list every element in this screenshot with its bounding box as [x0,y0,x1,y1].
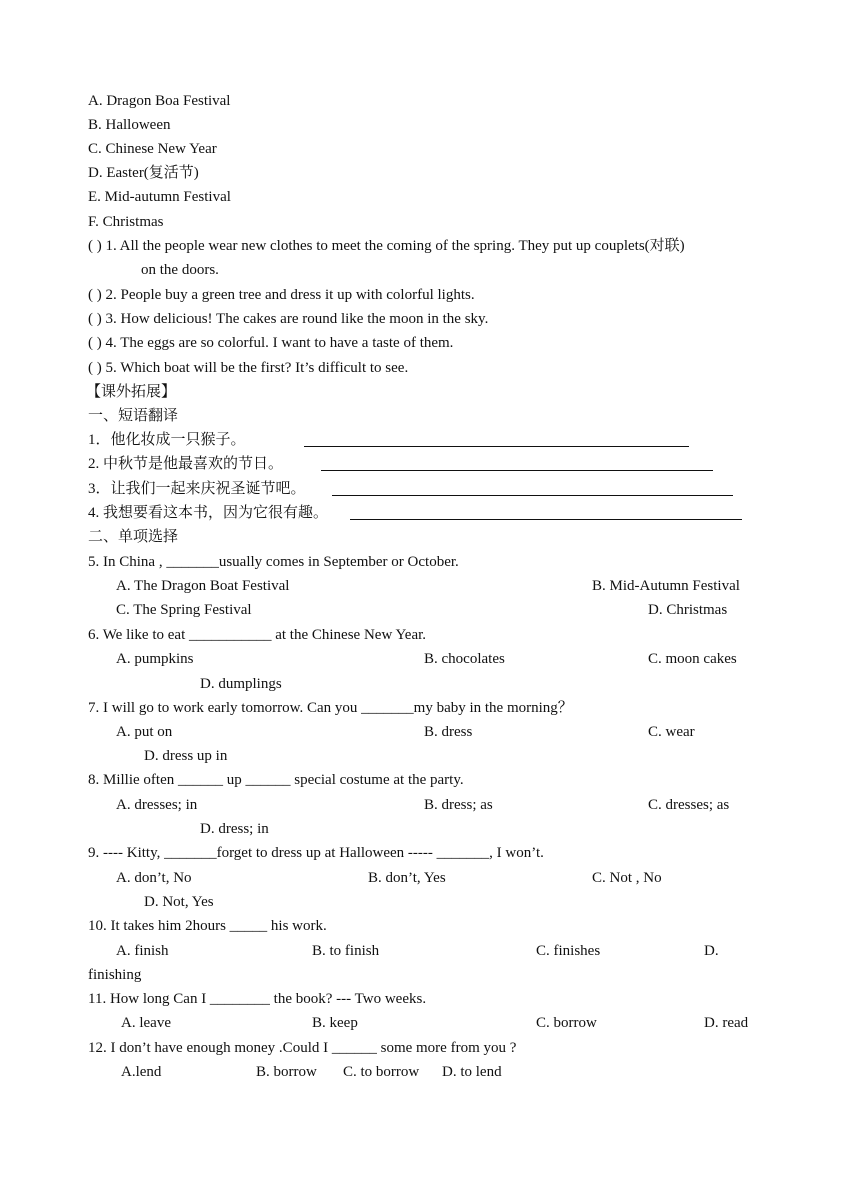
festival-option-e: E. Mid-autumn Festival [88,189,231,205]
festival-option-f: F. Christmas [88,214,164,230]
question-10-option-b: B. to finish [312,943,380,959]
section-choice-heading: 二、单项选择 [88,529,179,545]
question-9-option-b: B. don’t, Yes [368,870,446,886]
festival-option-c: C. Chinese New Year [88,141,217,157]
question-12-option-d: D. to lend [442,1064,502,1080]
question-5-option-c: C. The Spring Festival [116,602,252,618]
question-12-option-a: A.lend [121,1064,162,1080]
matching-question-4: ( ) 4. The eggs are so colorful. I want to have a taste of them. [88,335,454,351]
question-7-option-a: A. put on [116,724,173,740]
question-7-option-b: B. dress [424,724,473,740]
question-6-option-a: A. pumpkins [116,651,194,667]
matching-question-3: ( ) 3. How delicious! The cakes are round like the moon in the sky. [88,311,489,327]
question-11-option-c: C. borrow [536,1015,597,1031]
question-9-stem: 9. ---- Kitty, _______forget to dress up at Halloween ----- _______, I won’t. [88,845,544,861]
question-6-stem: 6. We like to eat ___________ at the Chinese New Year. [88,627,427,643]
question-7-option-c: C. wear [648,724,695,740]
question-6-option-d: D. dumplings [200,676,282,692]
question-10-option-d-letter: D. [704,943,719,959]
translation-answer-line-2[interactable] [321,456,713,471]
section-translation-heading: 一、短语翻译 [88,408,179,424]
question-10-option-a: A. finish [116,943,169,959]
question-10-option-c: C. finishes [536,943,601,959]
matching-question-5: ( ) 5. Which boat will be the first? It’s difficult to see. [88,360,409,376]
translation-answer-line-4[interactable] [350,505,742,520]
question-7-option-d: D. dress up in [144,748,228,764]
section-extension-heading: 【课外拓展】 [86,384,177,400]
question-7-stem: 7. I will go to work early tomorrow. Can you _______my baby in the morning？ [88,700,573,716]
matching-question-1: ( ) 1. All the people wear new clothes to meet the coming of the spring. They put up couplets(对联) [88,238,685,254]
matching-question-2: ( ) 2. People buy a green tree and dress it up with colorful lights. [88,287,475,303]
question-11-option-b: B. keep [312,1015,358,1031]
translation-item-3: 3．让我们一起来庆祝圣诞节吧。 [88,481,306,497]
question-5-stem: 5. In China , _______usually comes in September or October. [88,554,459,570]
question-5-option-d: D. Christmas [648,602,728,618]
question-5-option-b: B. Mid-Autumn Festival [592,578,740,594]
festival-option-a: A. Dragon Boa Festival [88,93,231,109]
question-9-option-c: C. Not , No [592,870,662,886]
question-8-option-d: D. dress; in [200,821,269,837]
translation-item-4: 4. 我想要看这本书，因为它很有趣。 [88,505,329,521]
question-11-option-d: D. read [704,1015,749,1031]
question-9-option-a: A. don’t, No [116,870,192,886]
question-8-option-b: B. dress; as [424,797,493,813]
festival-option-d: D. Easter(复活节) [88,165,199,181]
translation-answer-line-1[interactable] [304,432,689,447]
question-9-option-d: D. Not, Yes [144,894,214,910]
translation-answer-line-3[interactable] [332,481,733,496]
question-8-stem: 8. Millie often ______ up ______ special costume at the party. [88,772,464,788]
question-12-option-c: C. to borrow [343,1064,420,1080]
question-6-option-c: C. moon cakes [648,651,737,667]
question-11-stem: 11. How long Can I ________ the book? --- Two weeks. [88,991,427,1007]
question-12-option-b: B. borrow [256,1064,317,1080]
question-10-option-d-text: finishing [88,967,142,983]
translation-item-1: 1．他化妆成一只猴子。 [88,432,246,448]
question-8-option-a: A. dresses; in [116,797,198,813]
question-12-stem: 12. I don’t have enough money .Could I ______ some more from you ? [88,1040,517,1056]
question-5-option-a: A. The Dragon Boat Festival [116,578,290,594]
question-11-option-a: A. leave [121,1015,171,1031]
question-10-stem: 10. It takes him 2hours _____ his work. [88,918,327,934]
question-8-option-c: C. dresses; as [648,797,730,813]
question-6-option-b: B. chocolates [424,651,505,667]
matching-question-1-continued: on the doors. [141,262,219,278]
translation-item-2: 2. 中秋节是他最喜欢的节日。 [88,456,284,472]
festival-option-b: B. Halloween [88,117,171,133]
